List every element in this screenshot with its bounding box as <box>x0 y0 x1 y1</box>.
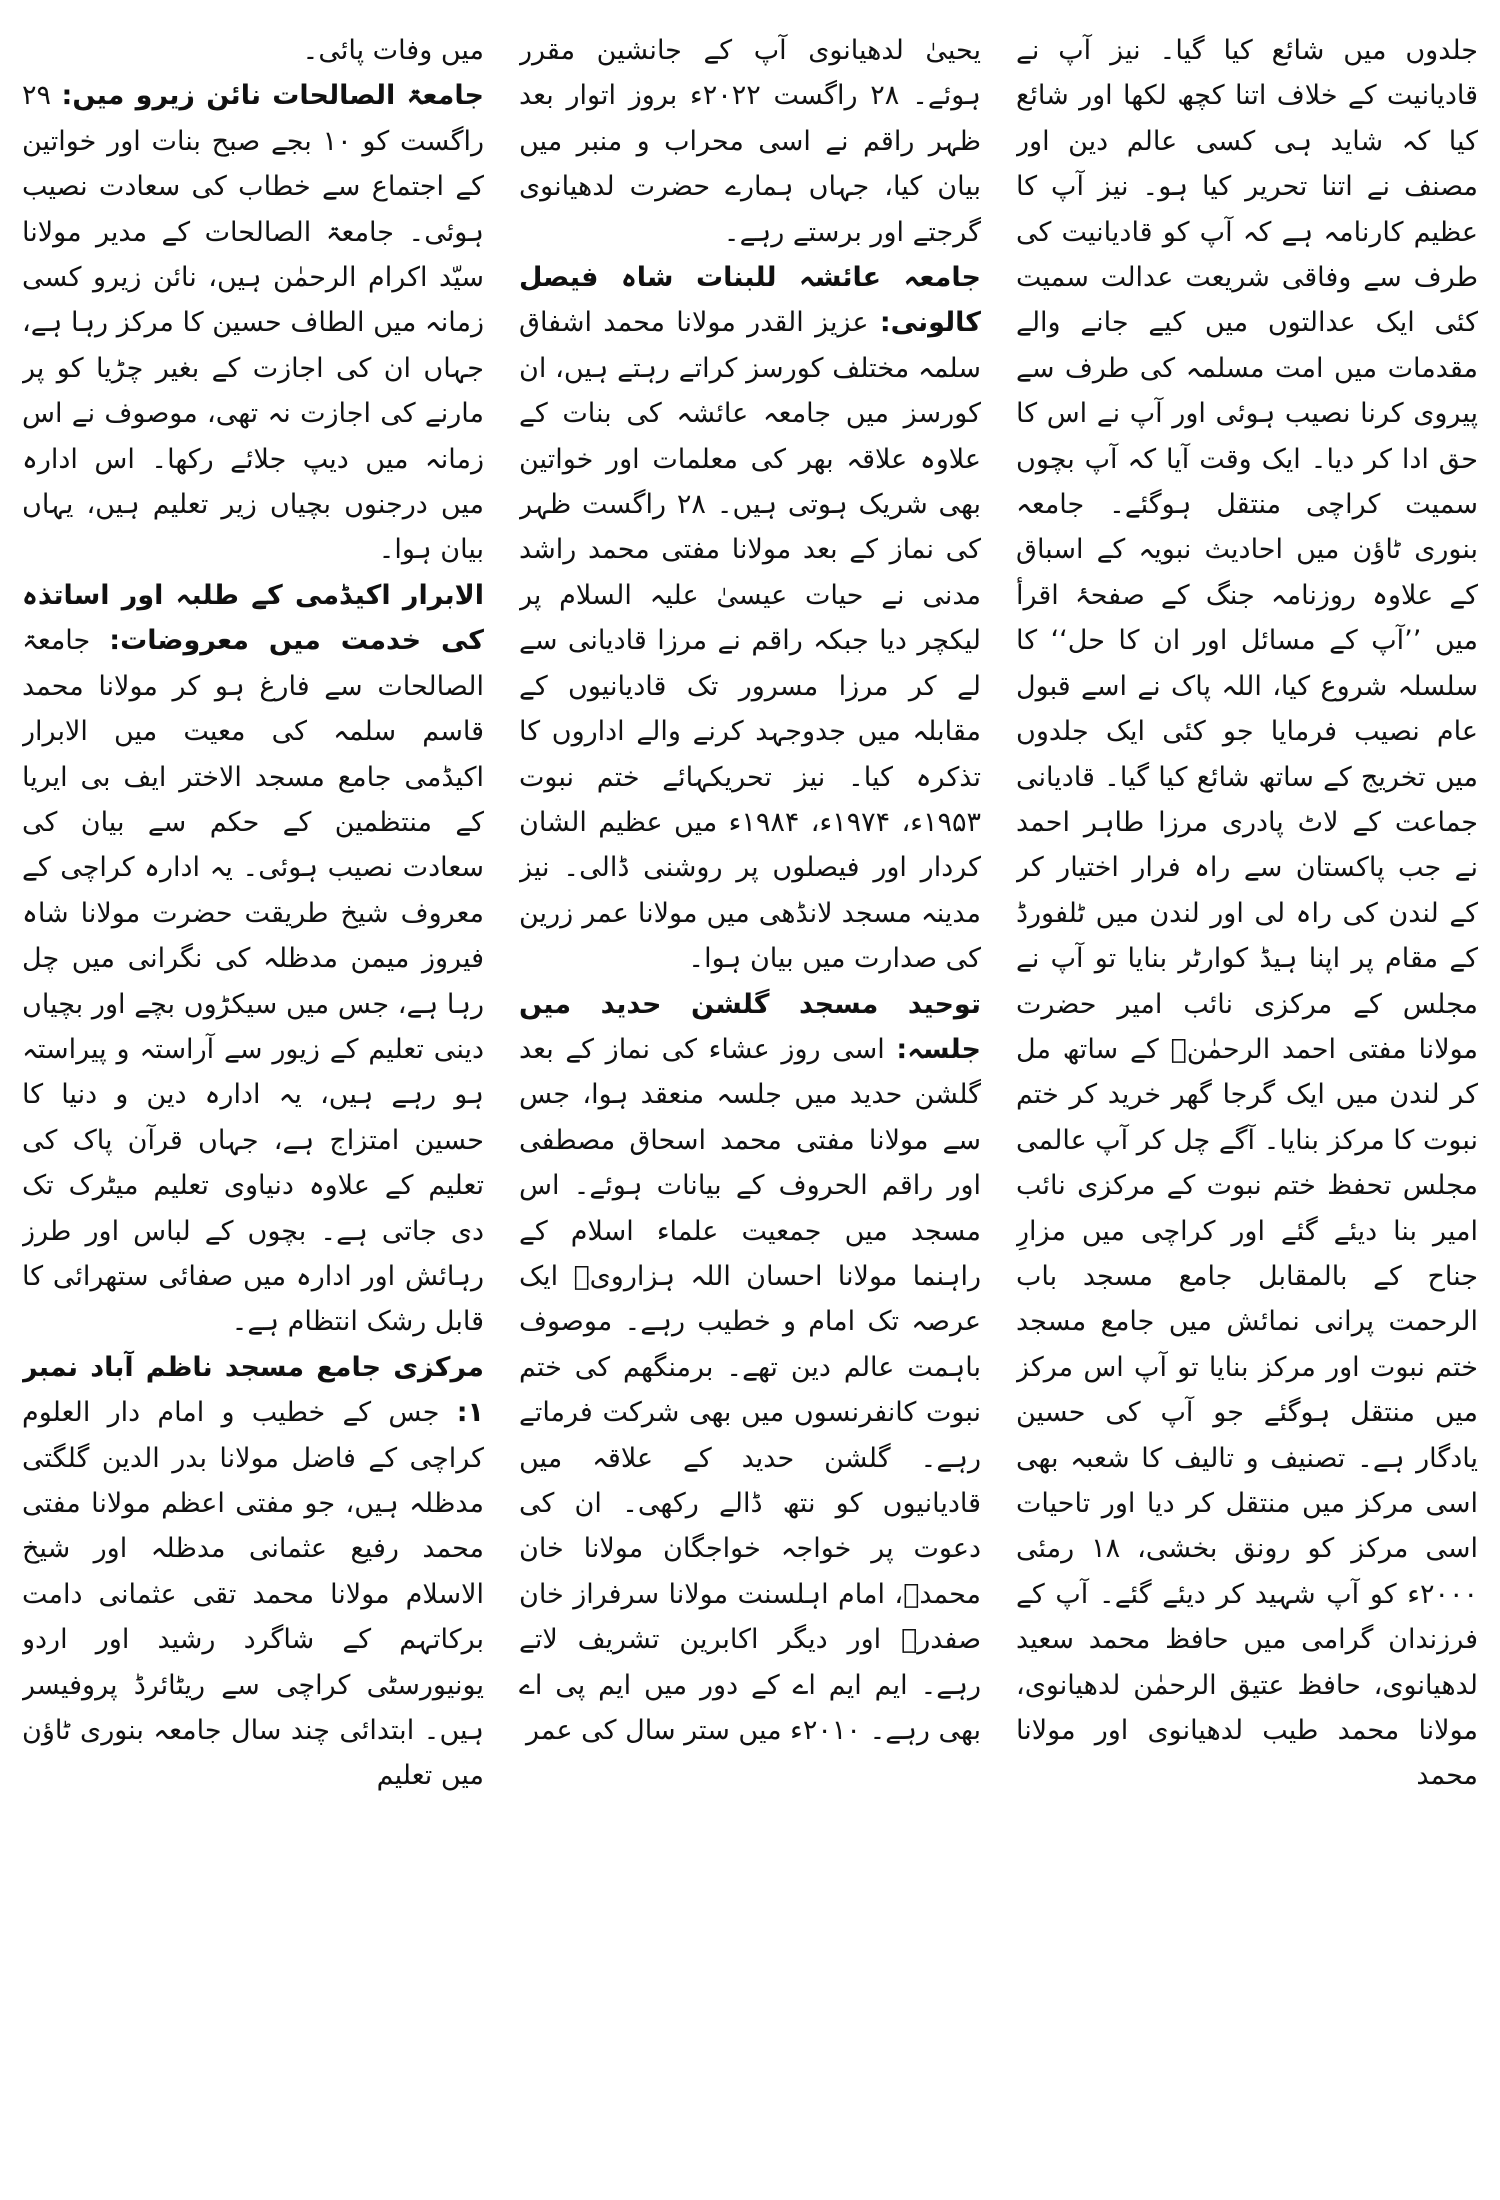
section-heading: جامعہ عائشہ للبنات شاہ فیصل کالونی: <box>519 262 981 339</box>
section-heading: جامعۃ الصالحات نائن زیرو میں: <box>61 80 484 112</box>
section-heading: مرکزی جامع مسجد ناظم آباد نمبر ۱: <box>22 1351 484 1429</box>
paragraph <box>519 982 981 1754</box>
paragraph-text: اسی روز عشاء کی نماز کے بعد گلشن حدید میں جلسہ منعقد ہوا، جس سے مولانا مفتی محمد اسحاق مصطفی اور راقم الحروف کے بیانات ہوئے۔ اس مسجد میں جمعیت علماء اسلام کے راہنما مولانا احسان اللہ ہزارویؒ ایک عرصہ تک امام و خطیب رہے۔ موصوف باہمت عالم دین تھے۔ برمنگھم کی ختم نبوت کانفرنسوں میں بھی شرکت فرماتے رہے۔ گلشن حدید کے علاقہ میں قادیانیوں کو نتھ ڈالے رکھی۔ ان کی دعوت پر خواجہ خواجگان مولانا خان محمدؒ، امام اہلسنت مولانا سرفراز خان صفدرؒ اور دیگر اکابرین تشریف لاتے رہے۔ ایم ایم اے کے دور میں ایم پی اے بھی رہے۔ ۲۰۱۰ء میں ستر سال کی عمر <box>519 1033 981 1747</box>
paragraph-text: جلدوں میں شائع کیا گیا۔ نیز آپ نے قادیانیت کے خلاف اتنا کچھ لکھا اور شائع کیا کہ شاید ہی کسی عالم دین اور مصنف نے اتنا تحریر کیا ہو۔ نیز آپ کا عظیم کارنامہ ہے کہ آپ کو قادیانیت کی طرف سے وفاقی شریعت عدالت سمیت کئی ایک عدالتوں میں کیے جانے والے مقدمات میں امت مسلمہ کی طرف سے پیروی کرنا نصیب ہوئی اور آپ نے اس کا حق ادا کر دیا۔ ایک وقت آیا کہ آپ بچوں سمیت کراچی منتقل ہوگئے۔ جامعہ بنوری ٹاؤن میں احادیث نبویہ کے اسباق کے علاوہ روزنامہ جنگ کے صفحۂ اقرأ میں ’’آپ کے مسائل اور ان کا حل‘‘ کا سلسلہ شروع کیا، اللہ پاک نے اسے قبول عام نصیب فرمایا جو کئی ایک جلدوں میں تخریج کے ساتھ شائع کیا گیا۔ قادیانی جماعت کے لاٹ پادری مرزا طاہر احمد نے جب پاکستان سے راہ فرار اختیار کر کے لندن کی راہ لی اور لندن میں ٹلفورڈ کے مقام پر اپنا ہیڈ کوارٹر بنایا تو آپ نے مجلس کے مرکزی نائب امیر حضرت مولانا مفتی احمد الرحمٰنؒ کے ساتھ مل کر لندن میں ایک گرجا گھر خرید کر ختم نبوت کا مرکز بنایا۔ آگے چل کر آپ عالمی مجلس تحفظ ختم نبوت کے مرکزی نائب امیر بنا دیئے گئے اور کراچی میں مزارِ جناح کے بالمقابل جامع مسجد باب الرحمت پرانی نمائش میں جامع مسجد ختم نبوت اور مرکز بنایا تو آپ اس مرکز میں منتقل ہوگئے جو آپ کی حسین یادگار ہے۔ تصنیف و تالیف کا شعبہ بھی اسی مرکز میں منتقل کر دیا اور تاحیات اسی مرکز کو رونق بخشی، ۱۸ رمئی ۲۰۰۰ء کو آپ شہید کر دیئے گئے۔ آپ کے فرزندان گرامی میں حافظ محمد سعید لدھیانوی، حافظ عتیق الرحمٰن لدھیانوی، مولانا محمد طیب لدھیانوی اور مولانا محمد <box>1016 35 1478 1792</box>
paragraph <box>22 28 484 73</box>
paragraph <box>1016 28 1478 1799</box>
text-column-right <box>1016 28 1478 2178</box>
paragraph <box>519 28 981 255</box>
paragraph <box>22 73 484 572</box>
text-column-left <box>22 28 484 2178</box>
paragraph-text: جامعۃ الصالحات سے فارغ ہو کر مولانا محمد قاسم سلمہ کی معیت میں الابرار اکیڈمی جامع مسجد الاختر ایف بی ایریا کے منتظمین کے حکم سے بیان کی سعادت نصیب ہوئی۔ یہ ادارہ کراچی کے معروف شیخ طریقت حضرت مولانا شاہ فیروز میمن مدظلہ کی نگرانی میں چل رہا ہے، جس میں سیکڑوں بچے اور بچیاں دینی تعلیم کے زیور سے آراستہ و پیراستہ ہو رہے ہیں، یہ ادارہ دین و دنیا کا حسین امتزاج ہے، جہاں قرآن پاک کی تعلیم کے علاوہ دنیاوی تعلیم میٹرک تک دی جاتی ہے۔ بچوں کے لباس اور طرز رہائش اور ادارہ میں صفائی ستھرائی کا قابل رشک انتظام ہے۔ <box>22 625 484 1338</box>
paragraph <box>22 1345 484 1799</box>
paragraph-text: یحییٰ لدھیانوی آپ کے جانشین مقرر ہوئے۔ ۲۸ راگست ۲۰۲۲ء بروز اتوار بعد ظہر راقم نے اسی محراب و منبر میں بیان کیا، جہاں ہمارے حضرت لدھیانوی گرجتے اور برستے رہے۔ <box>519 35 981 248</box>
text-column-middle <box>519 28 981 2178</box>
newspaper-page <box>22 28 1478 2178</box>
paragraph <box>22 573 484 1345</box>
paragraph-text: عزیز القدر مولانا محمد اشفاق سلمہ مختلف کورسز کراتے رہتے ہیں، ان کورسز میں جامعہ عائشہ کی بنات کے علاوہ علاقہ بھر کی معلمات اور خواتین بھی شریک ہوتی ہیں۔ ۲۸ راگست ظہر کی نماز کے بعد مولانا مفتی محمد راشد مدنی نے حیات عیسیٰ علیہ السلام پر لیکچر دیا جبکہ راقم نے مرزا قادیانی سے لے کر مرزا مسرور تک قادیانیوں کے مقابلہ میں جدوجہد کرنے والے اداروں کا تذکرہ کیا۔ نیز تحریکہائے ختم نبوت ۱۹۵۳ء، ۱۹۷۴ء، ۱۹۸۴ء میں عظیم الشان کردار اور فیصلوں پر روشنی ڈالی۔ نیز مدینہ مسجد لانڈھی میں مولانا عمر زرین کی صدارت میں بیان ہوا۔ <box>519 307 981 975</box>
paragraph-text: میں وفات پائی۔ <box>302 35 484 66</box>
section-heading: توحید مسجد گلشن حدید میں جلسہ: <box>519 988 981 1065</box>
paragraph-text: جس کے خطیب و امام دار العلوم کراچی کے فاضل مولانا بدر الدین گلگتی مدظلہ ہیں، جو مفتی اعظم مولانا مفتی محمد رفیع عثمانی مدظلہ اور شیخ الاسلام مولانا محمد تقی عثمانی دامت برکاتہم کے شاگرد رشید اور اردو یونیورسٹی کراچی سے ریٹائرڈ پروفیسر ہیں۔ ابتدائی چند سال جامعہ بنوری ٹاؤن میں تعلیم <box>22 1397 484 1792</box>
paragraph <box>519 255 981 982</box>
section-heading: الابرار اکیڈمی کے طلبہ اور اساتذہ کی خدمت میں معروضات: <box>22 579 484 657</box>
paragraph-text: ۲۹ راگست کو ۱۰ بجے صبح بنات اور خواتین کے اجتماع سے خطاب کی سعادت نصیب ہوئی۔ جامعۃ الصالحات کے مدیر مولانا سیّد اکرام الرحمٰن ہیں، نائن زیرو کسی زمانہ میں الطاف حسین کا مرکز رہا ہے، جہاں ان کی اجازت کے بغیر چڑیا کو پر مارنے کی اجازت نہ تھی، موصوف نے اس زمانہ میں دیپ جلائے رکھا۔ اس ادارہ میں درجنوں بچیاں زیر تعلیم ہیں، یہاں بیان ہوا۔ <box>22 80 484 566</box>
